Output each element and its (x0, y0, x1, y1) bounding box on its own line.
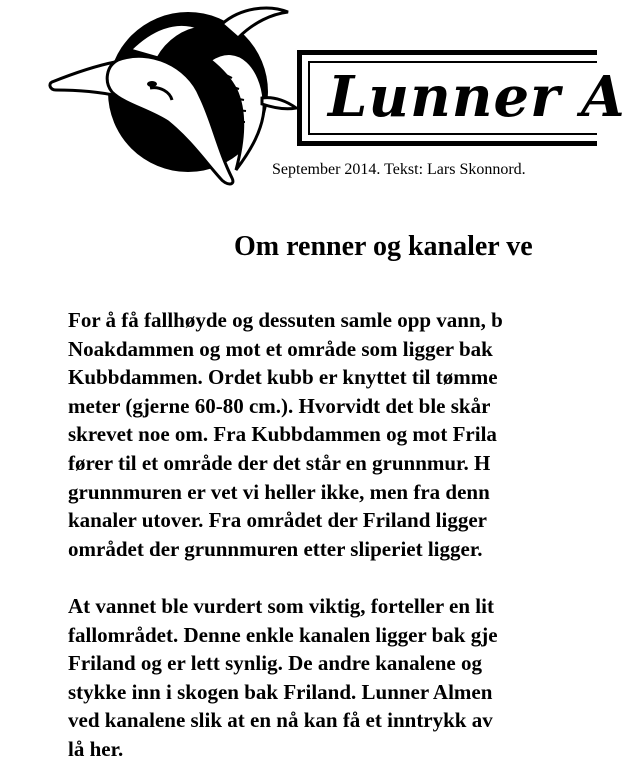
goat-emblem-logo (0, 0, 300, 200)
masthead-banner (297, 50, 626, 146)
paragraph-line: skrevet noe om. Fra Kubbdammen og mot Frila (68, 422, 497, 447)
paragraph-line: Noakdammen og mot et område som ligger bak (68, 336, 493, 361)
paragraph-1 (68, 306, 503, 563)
paragraph-line: At vannet ble vurdert som viktig, forteller en lit (68, 594, 494, 618)
paragraph-line: meter (gjerne 60-80 cm.). Hvorvidt det ble skår (68, 393, 491, 418)
paragraph-line: ved kanalene slik at en nå kan få et inntrykk av (68, 708, 493, 733)
paragraph-line: lå her. (68, 736, 124, 761)
paragraph-line: området der grunnmuren etter sliperiet ligger. (68, 536, 483, 561)
paragraph-line: stykke inn i skogen bak Friland. Lunner Almen (68, 679, 493, 704)
paragraph-line: kanaler utover. Fra området der Friland ligger (68, 508, 487, 533)
article-heading: Om renner og kanaler ve (234, 231, 533, 262)
paragraph-line: fallområdet. Denne enkle kanalen ligger bak gje (68, 622, 498, 647)
paragraph-line: Kubbdammen. Ordet kubb er knyttet til tømme (68, 365, 498, 390)
paragraph-line: Friland og er lett synlig. De andre kanalene og (68, 651, 482, 676)
paragraph-2 (68, 592, 498, 764)
byline: September 2014. Tekst: Lars Skonnord. (272, 161, 526, 178)
masthead-title: Lunner A (328, 64, 626, 130)
paragraph-line: For å få fallhøyde og dessuten samle opp vann, b (68, 308, 503, 332)
paragraph-line: fører til et område der det står en grunnmur. H (68, 450, 491, 475)
paragraph-line: grunnmuren er vet vi heller ikke, men fra denn (68, 479, 490, 504)
